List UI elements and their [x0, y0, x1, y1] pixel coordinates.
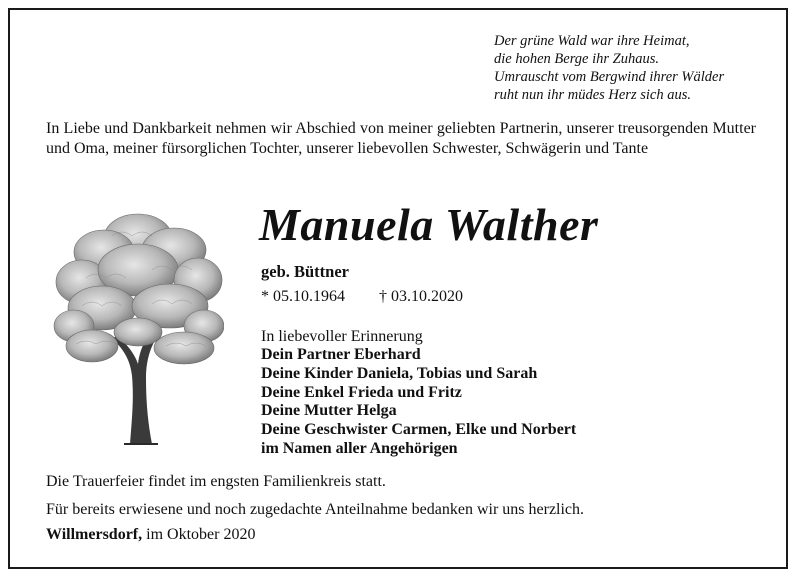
family-list: [261, 346, 576, 459]
birth-date: * 05.10.1964: [261, 288, 345, 305]
family-member: im Namen aller Angehörigen: [261, 439, 458, 457]
poem-line: Der grüne Wald war ihre Heimat,: [494, 33, 690, 49]
poem: [494, 32, 784, 104]
poem-line: ruht nun ihr müdes Herz sich aus.: [494, 87, 691, 103]
tree-icon: [52, 208, 224, 448]
funeral-note: Die Trauerfeier findet im engsten Familienkreis statt.: [46, 473, 386, 490]
life-dates: [261, 288, 463, 306]
birth-name: geb. Büttner: [261, 262, 349, 281]
family-member: Dein Partner Eberhard: [261, 346, 421, 363]
memory-heading: [261, 327, 423, 346]
intro-text: In Liebe und Dankbarkeit nehmen wir Abschied von meiner geliebten Partnerin, unserer treusorgenden Mutter und Oma, meiner fürsorglichen Tochter, unserer liebevollen Schwester, Schwägerin und Tante: [46, 120, 756, 157]
thanks-note: Für bereits erwiesene und noch zugedachte Anteilnahme bedanken wir uns herzlich.: [46, 501, 585, 518]
memory-heading-text: In liebevoller Erinnerung: [261, 328, 423, 345]
family-member: Deine Kinder Daniela, Tobias und Sarah: [261, 364, 538, 382]
poem-line: Umrauscht vom Bergwind ihrer Wälder: [494, 69, 725, 85]
place-date: [46, 526, 255, 544]
family-member: Deine Geschwister Carmen, Elke und Norbert: [261, 421, 577, 439]
death-date: † 03.10.2020: [379, 288, 463, 305]
poem-line: die hohen Berge ihr Zuhaus.: [494, 51, 659, 67]
deceased-name: Manuela Walther: [259, 199, 599, 250]
place-date-text: im Oktober 2020: [146, 526, 256, 543]
family-member: Deine Enkel Frieda und Fritz: [261, 383, 462, 401]
family-member: Deine Mutter Helga: [261, 402, 397, 420]
place-town: Willmersdorf,: [46, 526, 143, 543]
